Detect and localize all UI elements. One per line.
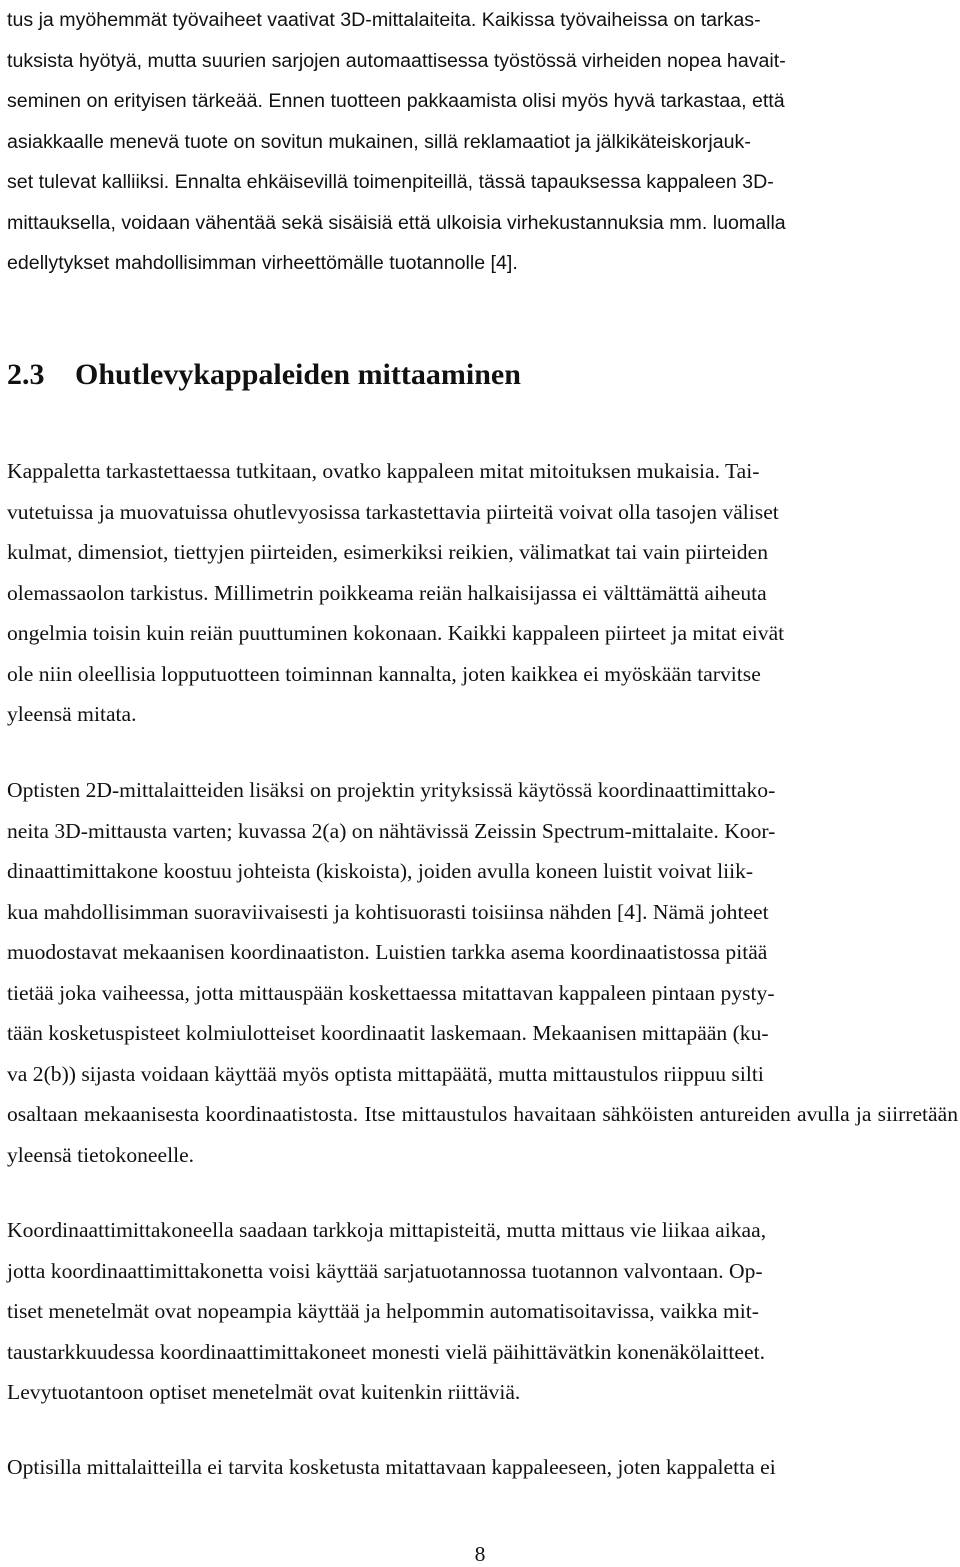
text-line: Koordinaattimittakoneella saadaan tarkkoja mittapisteitä, mutta mittaus vie liikaa aikaa, — [7, 1218, 767, 1242]
text-line: neita 3D-mittausta varten; kuvassa 2(a) on nähtävissä Zeissin Spectrum-mittalaite. Koor- — [7, 818, 776, 843]
text-line: muodostavat mekaanisen koordinaatiston. Luistien tarkka asema koordinaatistossa pitää — [7, 940, 768, 964]
text-line: ole niin oleellisia lopputuotteen toiminnan kannalta, joten kaikkea ei myöskään tarvitse — [7, 661, 761, 686]
page-number: 8 — [474, 1542, 486, 1566]
text-line: ongelmia toisin kuin reiän puuttuminen kokonaan. Kaikki kappaleen piirteet ja mitat eivät — [7, 621, 785, 645]
text-line: kulmat, dimensiot, tiettyjen piirteiden, esimerkiksi reikien, välimatkat tai vain piirteiden — [7, 540, 768, 564]
text-line: tus ja myöhemmät työvaiheet vaativat 3D-mittalaiteita. Kaikissa työvaiheissa on tarkas- — [7, 9, 761, 31]
text-line: Kappaletta tarkastettaessa tutkitaan, ovatko kappaleen mitat mitoituksen mukaisia. Tai- — [7, 459, 760, 483]
section-heading — [7, 355, 521, 395]
text-line: edellytykset mahdollisimman virheettömälle tuotannolle [4]. — [7, 252, 518, 274]
section-title: Ohutlevykappaleiden mittaaminen — [75, 358, 521, 391]
text-line: dinaattimittakone koostuu johteista (kiskoista), joiden avulla koneen luistit voivat liik- — [7, 859, 754, 883]
paragraph-cmm — [7, 770, 958, 1175]
paragraph-intro — [7, 0, 958, 284]
text-line: kua mahdollisimman suoraviivaisesti ja kohtisuorasti toisiinsa nähden [4]. Nämä johteet — [7, 899, 769, 924]
text-line: seminen on erityisen tärkeää. Ennen tuotteen pakkaamista olisi myös hyvä tarkastaa, että — [7, 90, 785, 112]
text-line: Levytuotantoon optiset menetelmät ovat kuitenkin riittäviä. — [7, 1380, 521, 1404]
paragraph-optical — [7, 1210, 958, 1413]
text-line: olemassaolon tarkistus. Millimetrin poikkeama reiän halkaisijassa ei välttämättä aiheuta — [7, 580, 767, 605]
text-line: tään kosketuspisteet kolmiulotteiset koordinaatit laskemaan. Mekaanisen mittapään (ku- — [7, 1021, 769, 1045]
text-line: mittauksella, voidaan vähentää sekä sisäisiä että ulkoisia virhekustannuksia mm. luomalla — [7, 211, 786, 234]
paragraph-final — [7, 1447, 958, 1488]
text-line: taustarkkuudessa koordinaattimittakoneet monesti vielä päihittävätkin konenäkölaitteet. — [7, 1339, 765, 1364]
text-line: osaltaan mekaanisesta koordinaatistosta. Itse mittaustulos havaitaan sähköisten antureiden avulla ja siirretään yleensä tietokoneelle. — [7, 1102, 958, 1167]
text-line: tiset menetelmät ovat nopeampia käyttää ja helpommin automatisoitavissa, vaikka mit- — [7, 1299, 759, 1323]
text-line: yleensä mitata. — [7, 702, 137, 726]
text-line: Optisilla mittalaitteilla ei tarvita kosketusta mitattavaan kappaleeseen, joten kappaletta ei — [7, 1455, 776, 1479]
paragraph-measuring — [7, 451, 958, 735]
text-line: tuksista hyötyä, mutta suurien sarjojen automaattisessa työstössä virheiden nopea havait- — [7, 49, 786, 72]
text-line: va 2(b)) sijasta voidaan käyttää myös optista mittapäätä, mutta mittaustulos riippuu silti — [7, 1061, 764, 1086]
text-line: tietää joka vaiheessa, jotta mittauspään koskettaessa mitattavan kappaleen pintaan pysty- — [7, 980, 775, 1005]
text-line: set tulevat kalliiksi. Ennalta ehkäisevillä toimenpiteillä, tässä tapauksessa kappaleen 3D- — [7, 171, 774, 193]
text-line: vutetuissa ja muovatuissa ohutlevyosissa tarkastettavia piirteitä voivat olla tasojen väliset — [7, 499, 779, 524]
text-line: Optisten 2D-mittalaitteiden lisäksi on projektin yrityksissä käytössä koordinaattimittako- — [7, 778, 776, 802]
section-number: 2.3 — [7, 358, 45, 391]
text-line: asiakkaalle menevä tuote on sovitun mukainen, sillä reklamaatiot ja jälkikäteiskorjauk- — [7, 130, 751, 153]
text-line: jotta koordinaattimittakonetta voisi käyttää sarjatuotannossa tuotannon valvontaan. Op- — [7, 1258, 763, 1283]
